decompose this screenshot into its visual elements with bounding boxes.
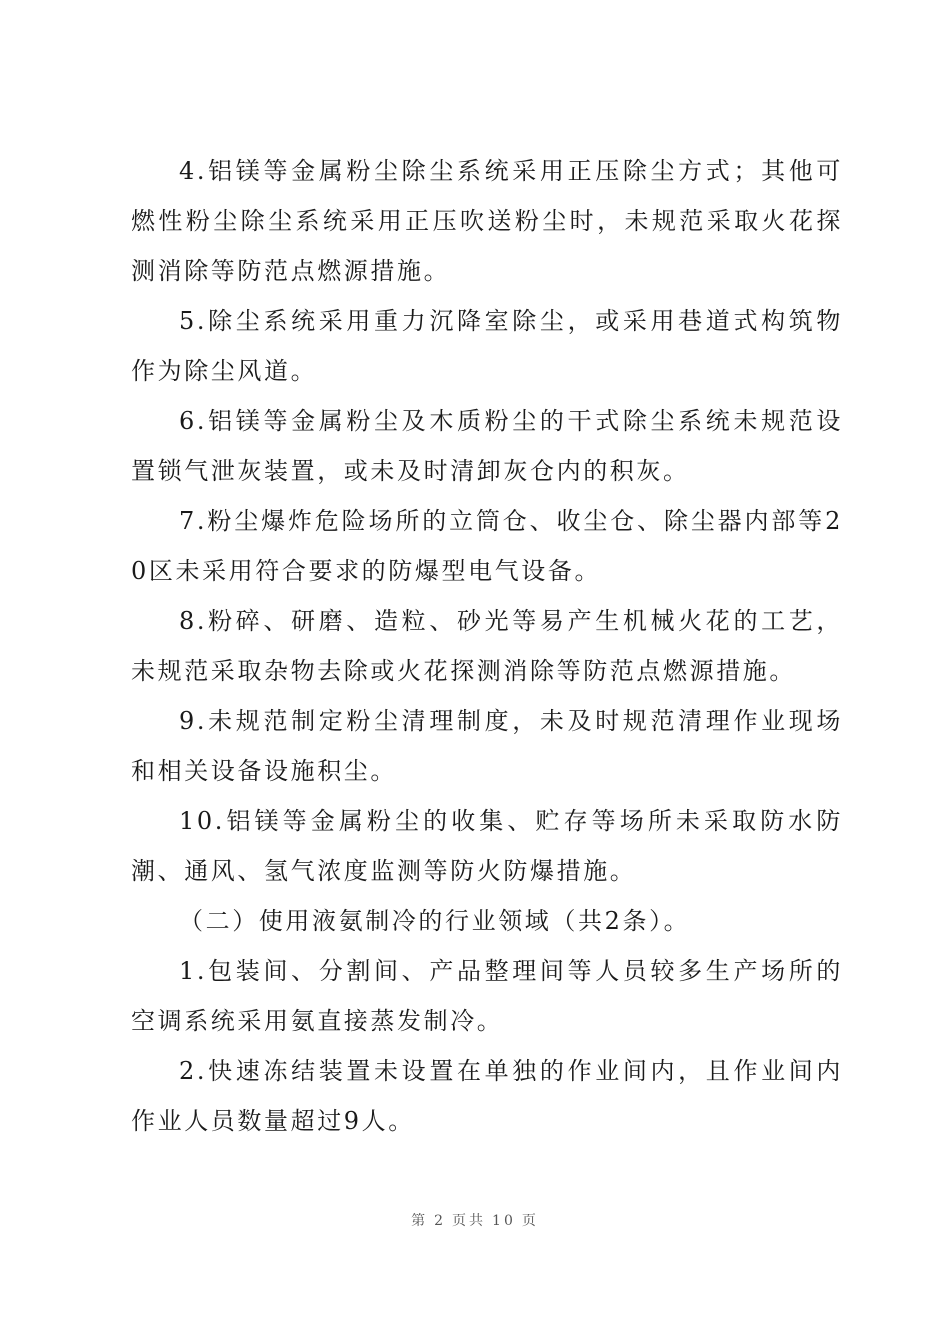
section-heading-ammonia: （二）使用液氨制冷的行业领域（共2条）。 bbox=[179, 907, 691, 935]
footer-current-page: 2 bbox=[434, 1213, 447, 1229]
footer-middle: 页共 bbox=[452, 1213, 487, 1229]
paragraph-item-10: 10.铝镁等金属粉尘的收集、贮存等场所未采取防水防潮、通风、氢气浓度监测等防火防爆措施。 bbox=[131, 807, 843, 885]
paragraph-item-4: 4.铝镁等金属粉尘除尘系统采用正压除尘方式；其他可燃性粉尘除尘系统采用正压吹送粉尘时，未规范采取火花探测消除等防范点燃源措施。 bbox=[131, 157, 843, 285]
paragraph-ammonia-item-1: 1.包装间、分割间、产品整理间等人员较多生产场所的空调系统采用氨直接蒸发制冷。 bbox=[131, 957, 843, 1035]
paragraph-item-7: 7.粉尘爆炸危险场所的立筒仓、收尘仓、除尘器内部等20区未采用符合要求的防爆型电气设备。 bbox=[131, 507, 843, 585]
paragraph-item-5: 5.除尘系统采用重力沉降室除尘，或采用巷道式构筑物作为除尘风道。 bbox=[131, 307, 843, 385]
page-footer bbox=[0, 1210, 950, 1230]
paragraph-ammonia-item-2: 2.快速冻结装置未设置在单独的作业间内，且作业间内作业人员数量超过9人。 bbox=[131, 1057, 843, 1135]
paragraph-item-9: 9.未规范制定粉尘清理制度，未及时规范清理作业现场和相关设备设施积尘。 bbox=[131, 707, 843, 785]
paragraph-item-8: 8.粉碎、研磨、造粒、砂光等易产生机械火花的工艺，未规范采取杂物去除或火花探测消除等防范点燃源措施。 bbox=[131, 607, 843, 685]
footer-suffix: 页 bbox=[521, 1213, 539, 1229]
document-body bbox=[131, 146, 843, 1146]
footer-prefix: 第 bbox=[411, 1213, 429, 1229]
footer-total-pages: 10 bbox=[492, 1213, 516, 1229]
paragraph-item-6: 6.铝镁等金属粉尘及木质粉尘的干式除尘系统未规范设置锁气泄灰装置，或未及时清卸灰仓内的积灰。 bbox=[131, 407, 843, 485]
